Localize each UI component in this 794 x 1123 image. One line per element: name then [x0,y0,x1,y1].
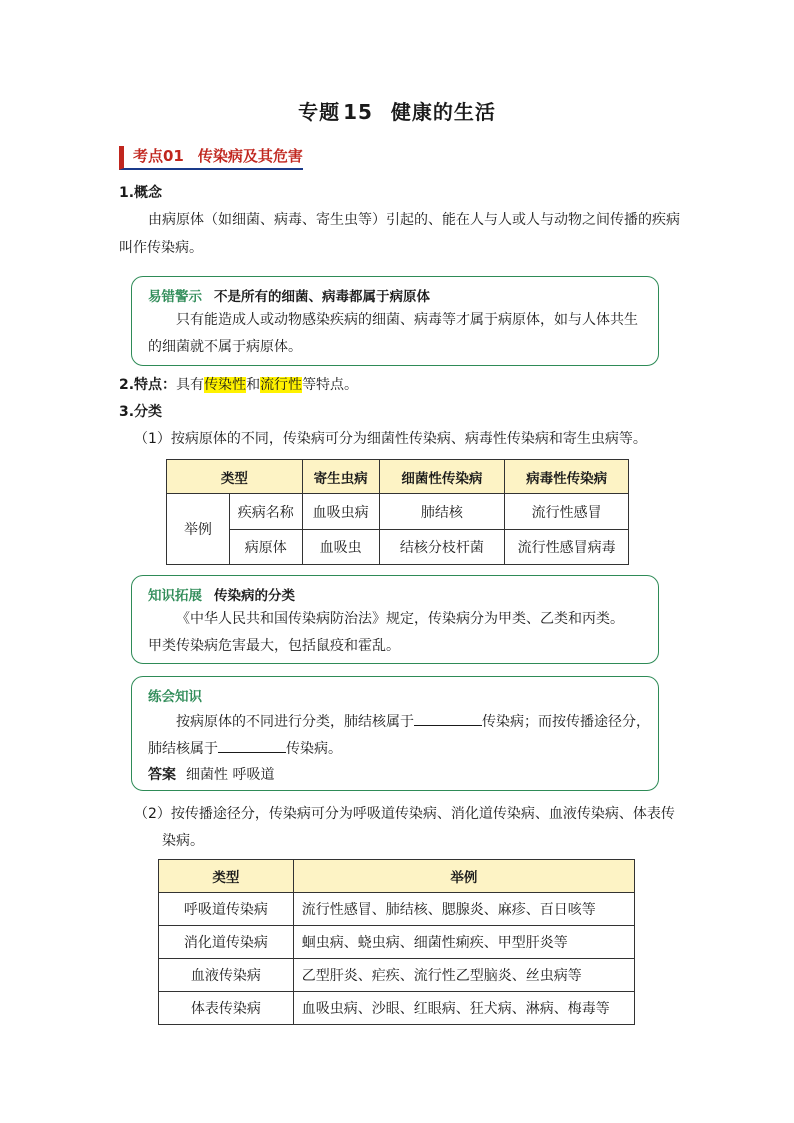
table-row-label: 举例 [167,494,230,565]
expand-title: 传染病的分类 [214,588,295,604]
table-cell: 肺结核 [379,494,505,530]
classification-item-2-line-2: 染病。 [162,833,204,849]
title-topic: 健康的生活 [390,100,496,124]
highlight-epidemic: 流行性 [260,377,303,393]
transmission-table [158,859,635,1025]
concept-line-1: 由病原体（如细菌、病毒、寄生虫等）引起的、能在人与人或人与动物之间传播的疾病 [148,212,680,228]
section-code: 考点01 [133,147,184,165]
page-title [0,96,794,125]
table-row [159,893,635,926]
table-cell: 流行性感冒 [505,494,629,530]
answer-blank [414,711,482,726]
section-heading [119,146,303,170]
classification-item-1: （1）按病原体的不同，传染病可分为细菌性传染病、病毒性传染病和寄生虫病等。 [134,431,647,447]
table-row [159,926,635,959]
warning-box-title [148,285,430,305]
table-header: 举例 [293,860,634,893]
table-header: 细菌性传染病 [379,460,505,494]
warning-line-1: 只有能造成人或动物感染疾病的细菌、病毒等才属于病原体，如与人体共生 [176,312,638,328]
answer-text: 细菌性 呼吸道 [186,767,275,783]
concept-line-2: 叫作传染病。 [119,240,203,256]
table-row [159,992,635,1025]
table-header: 类型 [159,860,294,893]
table-header: 寄生虫病 [302,460,379,494]
table-row [159,959,635,992]
table-cell: 蛔虫病、蛲虫病、细菌性痢疾、甲型肝炎等 [293,926,634,959]
features-heading: 2.特点： [119,377,177,393]
warning-line-2: 的细菌就不属于病原体。 [148,339,302,355]
expand-tag: 知识拓展 [148,588,202,604]
table-cell: 结核分枝杆菌 [379,530,505,565]
warning-title: 不是所有的细菌、病毒都属于病原体 [214,289,430,305]
concept-heading: 1.概念 [119,185,163,201]
table-header-row [167,460,629,494]
classification-item-2-line-1: （2）按传播途径分，传染病可分为呼吸道传染病、消化道传染病、血液传染病、体表传 [134,806,675,822]
expand-line-2: 甲类传染病危害最大，包括鼠疫和霍乱。 [148,638,400,654]
expand-box-title [148,584,295,604]
practice-question-1: 按病原体的不同进行分类，肺结核属于 传染病；而按传播途径分， [176,711,650,732]
table-cell: 消化道传染病 [159,926,294,959]
expand-box [131,575,659,664]
title-prefix: 专题 [298,100,341,124]
table-cell: 血吸虫病 [302,494,379,530]
table-cell: 病原体 [229,530,302,565]
classification-heading: 3.分类 [119,404,163,420]
answer-label: 答案 [148,767,176,783]
practice-question-2: 肺结核属于 传染病。 [148,738,342,759]
table-cell: 血液传染病 [159,959,294,992]
table-header: 病毒性传染病 [505,460,629,494]
table-cell: 流行性感冒、肺结核、腮腺炎、麻疹、百日咳等 [293,893,634,926]
table-cell: 流行性感冒病毒 [505,530,629,565]
features-line [119,375,358,395]
features-post: 等特点。 [302,377,359,393]
table-header-row [159,860,635,893]
practice-answer [148,765,274,785]
warning-box [131,276,659,366]
table-row [167,494,629,530]
title-number: 15 [343,100,373,124]
table-cell: 血吸虫病、沙眼、红眼病、狂犬病、淋病、梅毒等 [293,992,634,1025]
answer-blank [218,738,286,753]
table-row [167,530,629,565]
practice-box [131,676,659,791]
section-name: 传染病及其危害 [197,147,303,165]
table-cell: 乙型肝炎、疟疾、流行性乙型脑炎、丝虫病等 [293,959,634,992]
table-cell: 体表传染病 [159,992,294,1025]
table-cell: 疾病名称 [229,494,302,530]
warning-tag: 易错警示 [148,289,202,305]
table-header: 类型 [167,460,303,494]
highlight-infectious: 传染性 [204,377,247,393]
practice-box-title [148,685,202,705]
expand-line-1: 《中华人民共和国传染病防治法》规定，传染病分为甲类、乙类和丙类。 [176,611,624,627]
table-cell: 呼吸道传染病 [159,893,294,926]
practice-tag: 练会知识 [148,689,202,705]
table-cell: 血吸虫 [302,530,379,565]
features-pre: 具有 [176,377,205,393]
pathogen-table [166,459,629,565]
features-mid: 和 [246,377,261,393]
